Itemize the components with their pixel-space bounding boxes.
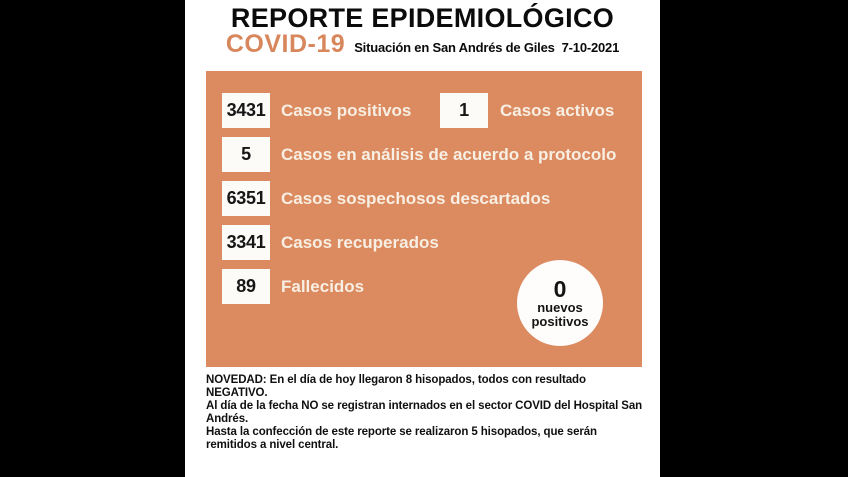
stat-value: 1 <box>459 100 469 120</box>
badge-label: nuevos positivos <box>531 299 589 329</box>
stat-value: 3341 <box>226 232 266 252</box>
stat-label: Casos positivos <box>281 100 412 120</box>
report-title: REPORTE EPIDEMIOLÓGICO <box>230 3 615 33</box>
new-cases-badge <box>517 260 603 346</box>
report-subtitle <box>354 40 619 55</box>
report-location: Situación en San Andrés de Giles <box>354 40 555 55</box>
stat-row-positivos-activos <box>222 93 642 128</box>
stats-panel <box>206 71 642 367</box>
stat-value: 6351 <box>226 188 266 208</box>
stat-value: 5 <box>241 144 251 164</box>
note-paragraph: NOVEDAD: En el día de hoy llegaron 8 hisopados, todos con resultado NEGATIVO. <box>206 374 586 399</box>
right-black-bar <box>660 0 848 477</box>
stat-row-en-analisis <box>222 137 642 172</box>
stat-value: 3431 <box>226 100 266 120</box>
stat-value: 89 <box>236 276 256 296</box>
stat-label: Casos en análisis de acuerdo a protocolo <box>281 144 617 164</box>
stat-value-box <box>222 225 270 260</box>
stat-value-box <box>222 137 270 172</box>
stat-value-box <box>222 269 270 304</box>
stat-label: Casos activos <box>500 100 615 120</box>
stat-value-box <box>222 181 270 216</box>
stat-label: Fallecidos <box>281 276 365 296</box>
note-paragraph: Hasta la confección de este reporte se realizaron 5 hisopados, que serán remitidos a nivel central. <box>206 426 597 451</box>
badge-value: 0 <box>553 275 567 302</box>
report-header-row <box>185 30 660 59</box>
note-paragraph: Al día de la fecha NO se registran internados en el sector COVID del Hospital San Andrés. <box>206 400 643 425</box>
report-card <box>185 0 660 477</box>
stat-label: Casos recuperados <box>281 232 439 252</box>
report-date: 7-10-2021 <box>561 40 620 55</box>
stat-label: Casos sospechosos descartados <box>281 188 551 208</box>
stat-value-box <box>222 93 270 128</box>
notes-section <box>206 374 650 452</box>
left-black-bar <box>0 0 185 477</box>
stat-value-box <box>440 93 488 128</box>
stat-row-sospechosos-descartados <box>222 181 642 216</box>
covid-brand: COVID-19 <box>225 30 346 58</box>
stat-row-recuperados <box>222 225 642 260</box>
